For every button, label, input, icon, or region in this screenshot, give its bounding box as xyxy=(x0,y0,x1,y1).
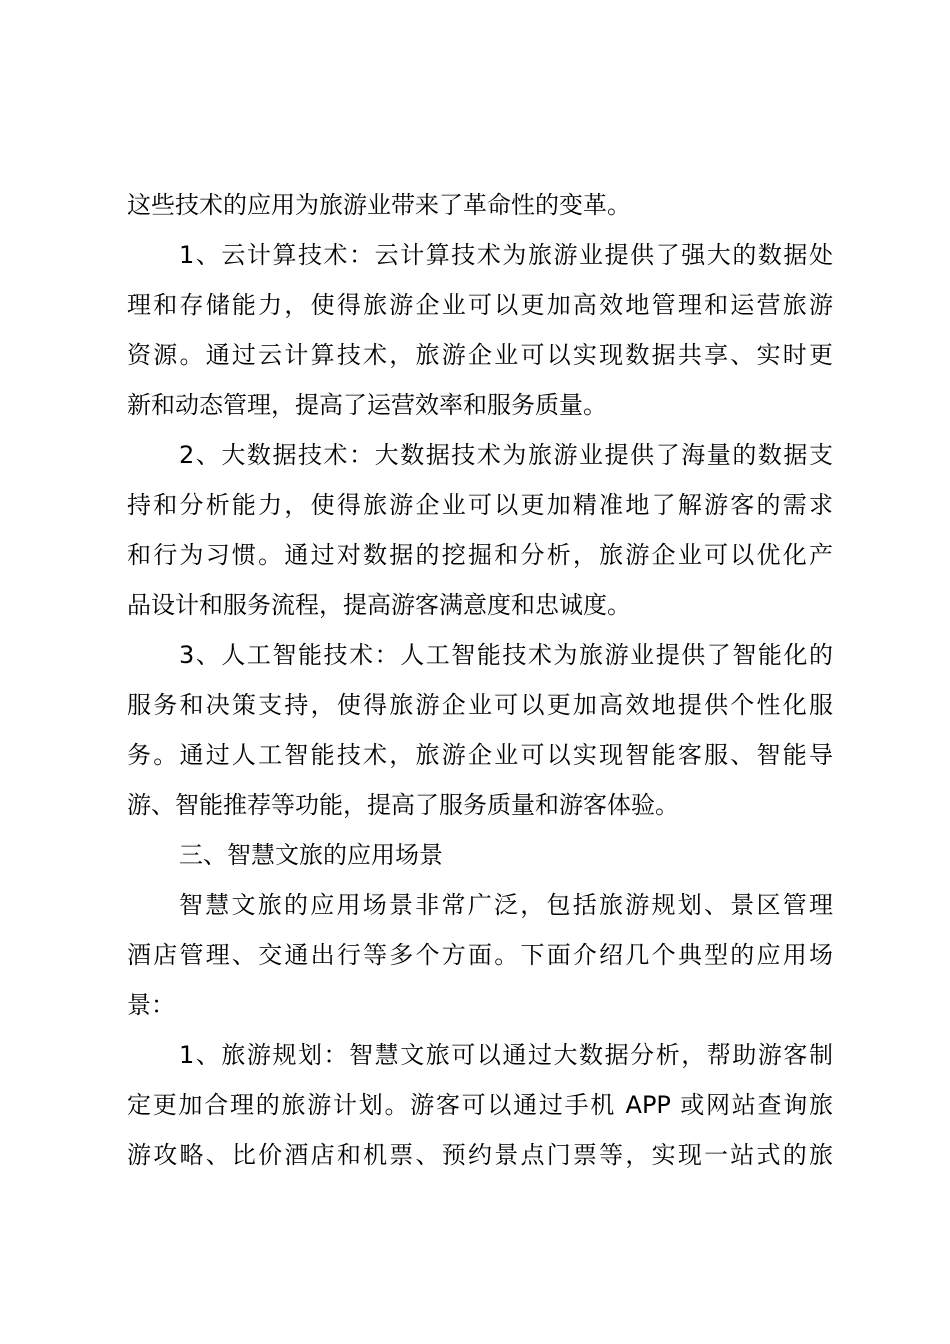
text-line: 景： xyxy=(127,991,175,1019)
text-line: 新和动态管理，提高了运营效率和服务质量。 xyxy=(127,391,607,419)
body-text xyxy=(127,180,833,1180)
text-line: 三、智慧文旅的应用场景 xyxy=(179,841,443,869)
text-line: 2、大数据技术：大数据技术为旅游业提供了海量的数据支 xyxy=(179,441,833,469)
text-line: 和行为习惯。通过对数据的挖掘和分析，旅游企业可以优化产 xyxy=(127,541,833,569)
text-line: 1、云计算技术：云计算技术为旅游业提供了强大的数据处 xyxy=(179,241,833,269)
text-line: 这些技术的应用为旅游业带来了革命性的变革。 xyxy=(127,191,631,219)
text-line: 3、人工智能技术：人工智能技术为旅游业提供了智能化的 xyxy=(179,641,833,669)
text-line: 资源。通过云计算技术，旅游企业可以实现数据共享、实时更 xyxy=(127,341,833,369)
text-line: 服务和决策支持，使得旅游企业可以更加高效地提供个性化服 xyxy=(127,691,833,719)
text-line: 智慧文旅的应用场景非常广泛，包括旅游规划、景区管理 xyxy=(179,891,833,919)
text-line: 游、智能推荐等功能，提高了服务质量和游客体验。 xyxy=(127,791,679,819)
text-line: 理和存储能力，使得旅游企业可以更加高效地管理和运营旅游 xyxy=(127,291,833,319)
text-line: 游攻略、比价酒店和机票、预约景点门票等，实现一站式的旅 xyxy=(127,1141,833,1169)
text-line: 品设计和服务流程，提高游客满意度和忠诚度。 xyxy=(127,591,631,619)
text-line: 1、旅游规划：智慧文旅可以通过大数据分析，帮助游客制 xyxy=(179,1041,833,1069)
text-line: 定更加合理的旅游计划。游客可以通过手机 APP 或网站查询旅 xyxy=(127,1091,833,1119)
text-line: 酒店管理、交通出行等多个方面。下面介绍几个典型的应用场 xyxy=(127,941,833,969)
text-line: 务。通过人工智能技术，旅游企业可以实现智能客服、智能导 xyxy=(127,741,833,769)
text-line: 持和分析能力，使得旅游企业可以更加精准地了解游客的需求 xyxy=(127,491,833,519)
